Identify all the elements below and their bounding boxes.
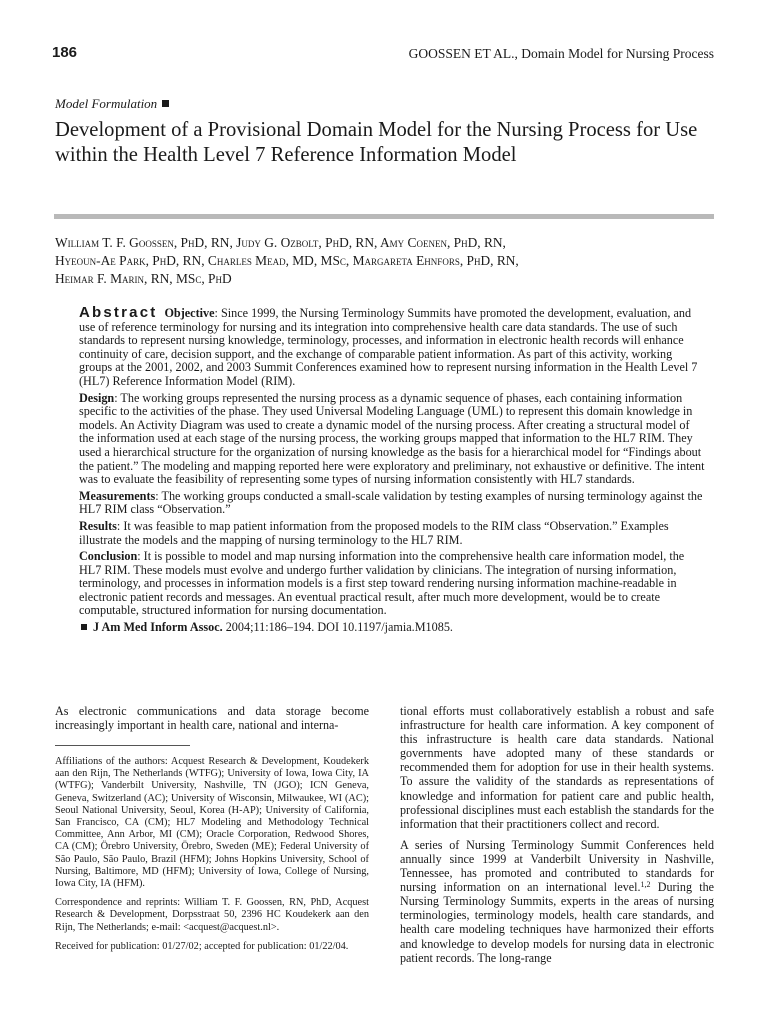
abstract-section-text: : It was feasible to map patient information from the proposed models to the RIM class “Observation.” Examples illustrate the models and the mapping of nursing terminology to the HL7 RIM. [79,518,669,547]
abstract-section-label: Objective [164,306,215,320]
footnotes [55,756,369,960]
author-line: Heimar F. Marin, RN, MSc, PhD [55,271,232,286]
body-text: During the Nursing Terminology Summits, experts in the areas of nursing terminologies, terminology models, health care standards, and health care modeling techniques have harmonized their efforts and knowledge to develop models for nursing data in electronic patient records. The long-range [400,880,714,965]
abstract-results [79,520,705,547]
title-divider [54,214,714,219]
citation-details: 2004;11:186–194. DOI 10.1197/jamia.M1085. [222,620,453,635]
correspondence-note: Correspondence and reprints: William T. F. Goossen, RN, PhD, Acquest Research & Development, Dorpsstraat 50, 2396 HC Koudekerk aan den Rijn, The Netherlands; e-mail: <acquest@acquest.nl>. [55,897,369,933]
abstract [79,306,705,638]
abstract-section-label: Design [79,390,115,405]
body-paragraph: tional efforts must collaboratively establish a robust and safe infrastructure for health care information. A key component of this infrastructure is health care data standards. National governments have adopted many of these standards or recommended them for adoption for use in their health systems. To assure the validity of the standards as representations of knowledge and information for patient care and public health, professional disciplines must each establish the standards for the information that their practitioners collect and record. [400,704,714,831]
abstract-section-text: : The working groups conducted a small-scale validation by testing examples of nursing terminology against the HL7 RIM class “Observation.” [79,488,703,517]
running-head-title: , Domain Model for Nursing Process [514,46,714,61]
body-paragraph [400,838,714,965]
abstract-design [79,392,705,487]
body-left-intro: As electronic communications and data storage become increasingly important in health care, national and interna- [55,704,369,733]
abstract-section-text: : The working groups represented the nursing process as a dynamic sequence of phases, each containing information specific to the activities of the phase. They used Universal Modeling Language (UML) to represent this domain knowledge in models. An Activity Diagram was used to create a dynamic model of the nursing process. After creating a structural model of the information used at each stage of the nursing process, the working groups mapped that information to the HL7 RIM. They used a hierarchical structure for the organization of nursing knowledge as the basis for a hierarchical model for “Findings about the patient.” The modeling and mapping reported here were exploratory and preliminary, not exhaustive or definitive. The intent was to evaluate the feasibility of representing some types of nursing information consistently with HL7 standards. [79,390,705,487]
abstract-section-label: Measurements [79,488,156,503]
running-head-etal: ET AL. [470,46,515,61]
received-note: Received for publication: 01/27/02; accepted for publication: 01/22/04. [55,940,349,952]
affiliations-note: Affiliations of the authors: Acquest Research & Development, Koudekerk aan den Rijn, The Netherlands (WTFG); University of Iowa, Iowa City, IA (WTFG); Vanderbilt University, Nashville, TN (JGO); ICN Geneva, Geneva, Switzerland (AC); University of Wisconsin, Milwaukee, WI (AC); Seoul National University, Seoul, Korea (H-AP); University of California, San Francisco, CA (CM); HL7 Modeling and Methodology Technical Committee, Ann Arbor, MI (CM); Oracle Corporation, Redwood Shores, CA (CM); Örebro University, Örebro, Sweden (ME); Federal University of São Paulo, São Paulo, Brazil (HFM); Johns Hopkins University, School of Nursing, Baltimore, MD (HFM); University of Iowa, College of Nursing, Iowa City, IA (HFM). [55,756,369,890]
abstract-section-label: Results [79,518,117,533]
running-head [409,46,714,62]
article-title: Development of a Provisional Domain Model for the Nursing Process for Use within the Health Level 7 Reference Information Model [55,119,698,166]
abstract-heading: Abstract [79,304,158,321]
abstract-section-text: : Since 1999, the Nursing Terminology Summits have promoted the development, evaluation, and use of reference terminology for nursing and its integration into comprehensive health care data standards. The use of such standards to represent nursing knowledge, terminology, processes, and information in electronic health records will enhance continuity of care, decision support, and the exchange of comparable patient information. As part of this activity, working groups at the 2001, 2002, and 2003 Summit Conferences examined how to represent nursing information in the Health Level 7 (HL7) Reference Information Model (RIM). [79,306,698,388]
author-line: William T. F. Goossen, PhD, RN, Judy G. Ozbolt, PhD, RN, Amy Coenen, PhD, RN, [55,235,506,250]
square-bullet-icon [162,100,169,107]
citation [79,621,705,635]
abstract-conclusion [79,550,705,618]
abstract-section-label: Conclusion [79,549,138,564]
section-label [55,96,169,112]
reference-superscript[interactable]: 1,2 [640,880,651,890]
author-list [55,234,720,288]
abstract-section-text: : It is possible to model and map nursing information into the comprehensive health care information model, the HL7 RIM. These models must evolve and undergo further validation by clinicians. The integration of nursing information, terminology, and processes in information models is a first step toward rendering nursing information machine-readable in electronic patient records and messages. An eventual practical result, after much more development, would be to create computable, structured information for nursing documentation. [79,549,685,618]
abstract-objective [79,306,705,389]
running-head-authors: GOOSSEN [408,46,471,61]
body-right-column [400,704,714,972]
square-bullet-icon [81,624,87,630]
page-number: 186 [52,44,78,61]
footnote-divider [55,745,190,746]
citation-journal: J Am Med Inform Assoc. [93,620,223,635]
author-line: Hyeoun-Ae Park, PhD, RN, Charles Mead, MD, MSc, Margareta Ehnfors, PhD, RN, [55,253,519,268]
section-label-text: Model Formulation [55,96,158,111]
abstract-measurements [79,490,705,517]
body-text: A series of Nursing Terminology Summit Conferences held annually since 1999 at Vanderbilt University in Nashville, Tennessee, has promoted and contributed to standards for nursing information on an international level. [400,837,714,895]
